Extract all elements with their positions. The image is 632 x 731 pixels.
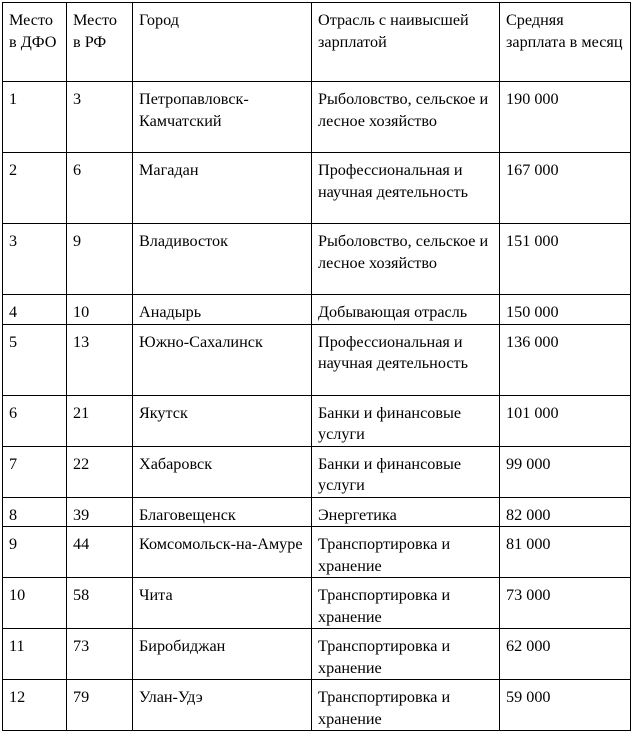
cell-city: Улан-Удэ <box>133 680 312 731</box>
cell-rank-dfo: 1 <box>3 82 67 153</box>
cell-rank-rf: 6 <box>67 153 133 224</box>
table-row <box>3 680 631 731</box>
cell-salary: 82 000 <box>500 497 631 527</box>
cell-rank-dfo: 4 <box>3 295 67 325</box>
cell-city: Чита <box>133 578 312 629</box>
cell-city: Магадан <box>133 153 312 224</box>
cell-salary: 151 000 <box>500 224 631 295</box>
cell-industry: Рыболовство, сельское и лесное хозяйство <box>312 224 500 295</box>
table-row <box>3 578 631 629</box>
cell-industry: Банки и финансовые услуги <box>312 446 500 497</box>
header-salary: Средняя зарплата в месяц <box>500 3 631 82</box>
cell-rank-dfo: 2 <box>3 153 67 224</box>
table-row <box>3 446 631 497</box>
cell-rank-rf: 79 <box>67 680 133 731</box>
table-row <box>3 629 631 680</box>
cell-city: Южно-Сахалинск <box>133 324 312 395</box>
cell-salary: 136 000 <box>500 324 631 395</box>
cell-salary: 190 000 <box>500 82 631 153</box>
cell-industry: Добывающая отрасль <box>312 295 500 325</box>
table-row <box>3 153 631 224</box>
cell-salary: 101 000 <box>500 395 631 446</box>
cell-rank-dfo: 7 <box>3 446 67 497</box>
cell-salary: 81 000 <box>500 527 631 578</box>
table-row <box>3 395 631 446</box>
cell-city: Благовещенск <box>133 497 312 527</box>
cell-rank-rf: 13 <box>67 324 133 395</box>
cell-industry: Энергетика <box>312 497 500 527</box>
cell-industry: Транспортировка и хранение <box>312 578 500 629</box>
cell-industry: Профессиональная и научная деятельность <box>312 153 500 224</box>
cell-rank-rf: 39 <box>67 497 133 527</box>
cell-industry: Транспортировка и хранение <box>312 527 500 578</box>
table-row <box>3 497 631 527</box>
cell-rank-dfo: 11 <box>3 629 67 680</box>
cell-city: Петропавловск-Камчатский <box>133 82 312 153</box>
header-rank-dfo: Место в ДФО <box>3 3 67 82</box>
cell-rank-rf: 21 <box>67 395 133 446</box>
header-industry: Отрасль с наивысшей зарплатой <box>312 3 500 82</box>
table-row <box>3 82 631 153</box>
header-city: Город <box>133 3 312 82</box>
table-row <box>3 295 631 325</box>
cell-city: Анадырь <box>133 295 312 325</box>
cell-rank-rf: 10 <box>67 295 133 325</box>
cell-industry: Профессиональная и научная деятельность <box>312 324 500 395</box>
cell-salary: 73 000 <box>500 578 631 629</box>
table-row <box>3 224 631 295</box>
cell-city: Хабаровск <box>133 446 312 497</box>
cell-city: Якутск <box>133 395 312 446</box>
cell-city: Биробиджан <box>133 629 312 680</box>
cell-industry: Банки и финансовые услуги <box>312 395 500 446</box>
cell-rank-rf: 9 <box>67 224 133 295</box>
cell-rank-dfo: 3 <box>3 224 67 295</box>
cell-city: Комсомольск-на-Амуре <box>133 527 312 578</box>
cell-rank-dfo: 10 <box>3 578 67 629</box>
cell-salary: 150 000 <box>500 295 631 325</box>
cell-rank-dfo: 12 <box>3 680 67 731</box>
cell-industry: Транспортировка и хранение <box>312 629 500 680</box>
cell-rank-dfo: 9 <box>3 527 67 578</box>
cell-city: Владивосток <box>133 224 312 295</box>
salary-table <box>2 2 631 731</box>
cell-rank-rf: 22 <box>67 446 133 497</box>
table-row <box>3 324 631 395</box>
cell-rank-dfo: 6 <box>3 395 67 446</box>
cell-rank-rf: 73 <box>67 629 133 680</box>
cell-rank-dfo: 5 <box>3 324 67 395</box>
cell-salary: 62 000 <box>500 629 631 680</box>
cell-rank-dfo: 8 <box>3 497 67 527</box>
cell-rank-rf: 58 <box>67 578 133 629</box>
table-header-row <box>3 3 631 82</box>
cell-rank-rf: 44 <box>67 527 133 578</box>
cell-salary: 99 000 <box>500 446 631 497</box>
cell-industry: Транспортировка и хранение <box>312 680 500 731</box>
cell-salary: 59 000 <box>500 680 631 731</box>
cell-industry: Рыболовство, сельское и лесное хозяйство <box>312 82 500 153</box>
table-row <box>3 527 631 578</box>
header-rank-rf: Место в РФ <box>67 3 133 82</box>
cell-rank-rf: 3 <box>67 82 133 153</box>
cell-salary: 167 000 <box>500 153 631 224</box>
